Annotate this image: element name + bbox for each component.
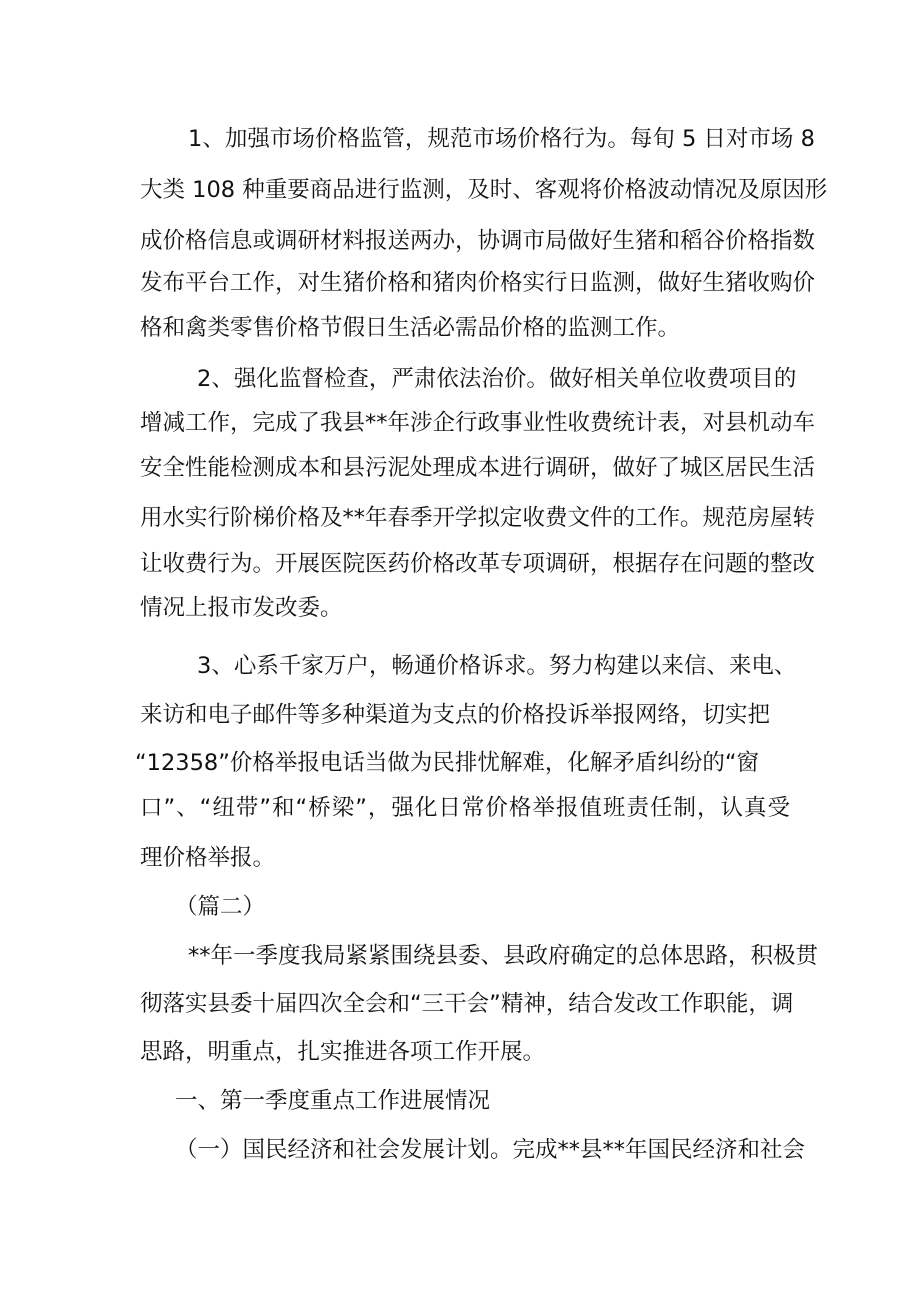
paragraph-2-line-3: 安全性能检测成本和县污泥处理成本进行调研，做好了城区居民生活: [140, 455, 816, 481]
paragraph-5-line-2: 彻落实县委十届四次全会和“三干会”精神，结合发改工作职能，调: [140, 991, 794, 1017]
section-label: （篇二）: [175, 894, 266, 920]
paragraph-1-line-5: 格和禽类零售价格节假日生活必需品价格的监测工作。: [140, 315, 681, 341]
paragraph-1-line-1: 1、加强市场价格监管，规范市场价格行为。每旬 5 日对市场 8: [188, 126, 815, 152]
section-heading: 一、第一季度重点工作进展情况: [175, 1088, 491, 1114]
paragraph-3-line-5: 理价格举报。: [140, 845, 276, 871]
subsection-line: （一）国民经济和社会发展计划。完成**县**年国民经济和社会: [175, 1137, 806, 1163]
paragraph-3-line-4: 口”、“纽带”和“桥梁”，强化日常价格举报值班责任制，认真受: [140, 795, 790, 821]
paragraph-2-line-1: 2、强化监督检查，严肃依法治价。做好相关单位收费项目的: [197, 366, 797, 392]
paragraph-2-line-5: 让收费行为。开展医院医药价格改革专项调研，根据存在问题的整改: [140, 551, 816, 577]
paragraph-1-line-3: 成价格信息或调研材料报送两办，协调市局做好生猪和稻谷价格指数: [140, 228, 816, 254]
paragraph-2-line-6: 情况上报市发改委。: [140, 595, 343, 621]
paragraph-5-line-1: **年一季度我局紧紧围绕县委、县政府确定的总体思路，积极贯: [188, 943, 819, 969]
paragraph-5-line-3: 思路，明重点，扎实推进各项工作开展。: [140, 1039, 546, 1065]
paragraph-3-line-2: 来访和电子邮件等多种渠道为支点的价格投诉举报网络，切实把: [140, 702, 771, 728]
paragraph-1-line-2: 大类 108 种重要商品进行监测，及时、客观将价格波动情况及原因形: [140, 177, 828, 203]
paragraph-3-line-3: “12358”价格举报电话当做为民排忧解难，化解矛盾纠纷的“窗: [135, 750, 760, 776]
paragraph-1-line-4: 发布平台工作，对生猪价格和猪肉价格实行日监测，做好生猪收购价: [140, 270, 816, 296]
paragraph-3-line-1: 3、心系千家万户，畅通价格诉求。努力构建以来信、来电、: [197, 653, 797, 679]
paragraph-2-line-4: 用水实行阶梯价格及**年春季开学拟定收费文件的工作。规范房屋转: [140, 505, 816, 531]
paragraph-2-line-2: 增减工作，完成了我县**年涉企行政事业性收费统计表，对县机动车: [140, 410, 816, 436]
